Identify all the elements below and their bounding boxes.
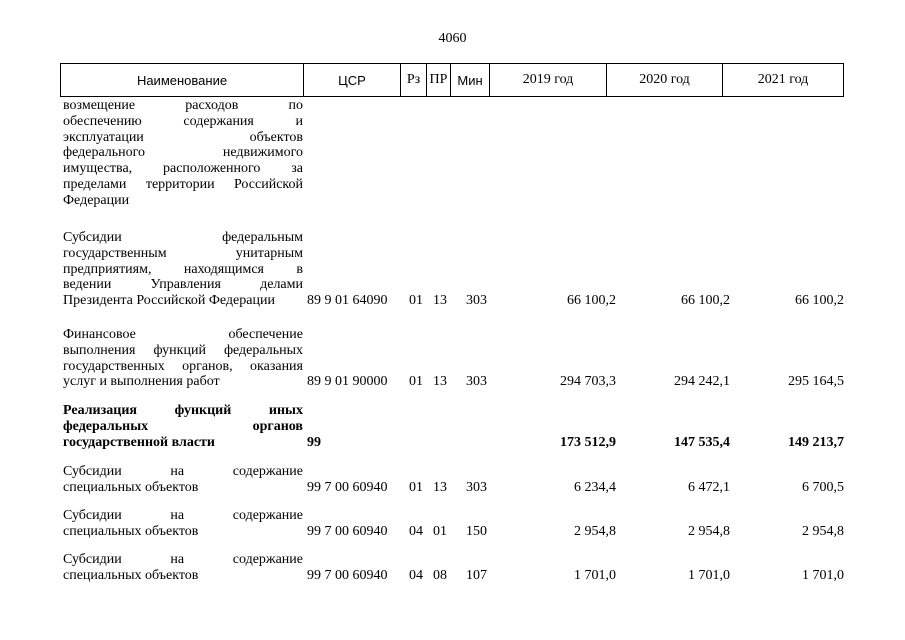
header-csr: ЦСР bbox=[304, 64, 401, 96]
name-line: возмещение расходов по bbox=[63, 98, 303, 113]
row-name bbox=[63, 464, 303, 496]
cell-2021: 149 213,7 bbox=[788, 435, 844, 450]
cell-2020: 1 701,0 bbox=[688, 568, 730, 583]
cell-2019: 66 100,2 bbox=[567, 293, 616, 308]
name-line: Субсидии федеральным bbox=[63, 230, 303, 245]
row-name bbox=[63, 403, 303, 450]
cell-2020: 2 954,8 bbox=[688, 524, 730, 539]
cell-min: 107 bbox=[466, 568, 487, 583]
cell-2019: 2 954,8 bbox=[574, 524, 616, 539]
name-line: Финансовое обеспечение bbox=[63, 327, 303, 342]
cell-csr: 89 9 01 64090 bbox=[307, 293, 388, 308]
name-line: федеральных органов bbox=[63, 418, 303, 434]
name-line: Субсидии на содержание bbox=[63, 464, 303, 479]
cell-csr: 99 7 00 60940 bbox=[307, 524, 388, 539]
name-line: пределами территории Российской bbox=[63, 176, 303, 192]
cell-min: 303 bbox=[466, 374, 487, 389]
name-line: специальных объектов bbox=[63, 567, 199, 583]
header-2020: 2020 год bbox=[607, 64, 723, 96]
name-line: Субсидии на содержание bbox=[63, 508, 303, 523]
page-number: 4060 bbox=[438, 31, 467, 46]
cell-2021: 295 164,5 bbox=[788, 374, 844, 389]
header-2019: 2019 год bbox=[490, 64, 607, 96]
name-line: Президента Российской Федерации bbox=[63, 293, 275, 309]
cell-2019: 6 234,4 bbox=[574, 480, 616, 495]
row-name bbox=[63, 327, 303, 390]
header-pr: ПР bbox=[427, 64, 451, 96]
cell-2021: 2 954,8 bbox=[802, 524, 844, 539]
cell-rz: 01 bbox=[409, 374, 423, 389]
cell-rz: 04 bbox=[409, 568, 423, 583]
row-name bbox=[63, 98, 303, 209]
cell-rz: 04 bbox=[409, 524, 423, 539]
cell-pr: 13 bbox=[433, 480, 447, 495]
header-rz: Рз bbox=[401, 64, 427, 96]
name-line: государственных органов, оказания bbox=[63, 358, 303, 374]
row-name bbox=[63, 230, 303, 309]
header-2021: 2021 год bbox=[757, 72, 809, 87]
cell-csr: 99 7 00 60940 bbox=[307, 568, 388, 583]
name-line: государственной власти bbox=[63, 434, 215, 450]
table-header bbox=[60, 63, 844, 97]
cell-2020: 147 535,4 bbox=[674, 435, 730, 450]
name-line: специальных объектов bbox=[63, 479, 199, 495]
name-line: федерального недвижимого bbox=[63, 145, 303, 161]
row-name bbox=[63, 508, 303, 540]
header-name: Наименование bbox=[61, 64, 304, 96]
cell-csr: 99 bbox=[307, 435, 321, 450]
name-line: обеспечению содержания и bbox=[63, 113, 303, 129]
cell-2019: 1 701,0 bbox=[574, 568, 616, 583]
cell-2019: 294 703,3 bbox=[560, 374, 616, 389]
cell-2020: 6 472,1 bbox=[688, 480, 730, 495]
name-line: предприятиям, находящимся в bbox=[63, 261, 303, 277]
cell-pr: 13 bbox=[433, 374, 447, 389]
name-line: услуг и выполнения работ bbox=[63, 374, 220, 390]
name-line: имущества, расположенного за bbox=[63, 161, 303, 177]
cell-min: 150 bbox=[466, 524, 487, 539]
name-line: эксплуатации объектов bbox=[63, 129, 303, 145]
cell-2021: 6 700,5 bbox=[802, 480, 844, 495]
row-name bbox=[63, 552, 303, 584]
cell-rz: 01 bbox=[409, 293, 423, 308]
cell-rz: 01 bbox=[409, 480, 423, 495]
cell-2021: 66 100,2 bbox=[795, 293, 844, 308]
name-line: Федерации bbox=[63, 192, 130, 208]
cell-2020: 66 100,2 bbox=[681, 293, 730, 308]
cell-2020: 294 242,1 bbox=[674, 374, 730, 389]
name-line: Реализация функций иных bbox=[63, 403, 303, 418]
cell-min: 303 bbox=[466, 293, 487, 308]
name-line: Субсидии на содержание bbox=[63, 552, 303, 567]
cell-2019: 173 512,9 bbox=[560, 435, 616, 450]
cell-pr: 08 bbox=[433, 568, 447, 583]
name-line: ведении Управления делами bbox=[63, 277, 303, 293]
name-line: специальных объектов bbox=[63, 523, 199, 539]
cell-csr: 89 9 01 90000 bbox=[307, 374, 388, 389]
header-min: Мин bbox=[451, 64, 490, 96]
name-line: выполнения функций федеральных bbox=[63, 342, 303, 358]
cell-min: 303 bbox=[466, 480, 487, 495]
cell-2021: 1 701,0 bbox=[802, 568, 844, 583]
cell-csr: 99 7 00 60940 bbox=[307, 480, 388, 495]
name-line: государственным унитарным bbox=[63, 245, 303, 261]
cell-pr: 01 bbox=[433, 524, 447, 539]
cell-pr: 13 bbox=[433, 293, 447, 308]
